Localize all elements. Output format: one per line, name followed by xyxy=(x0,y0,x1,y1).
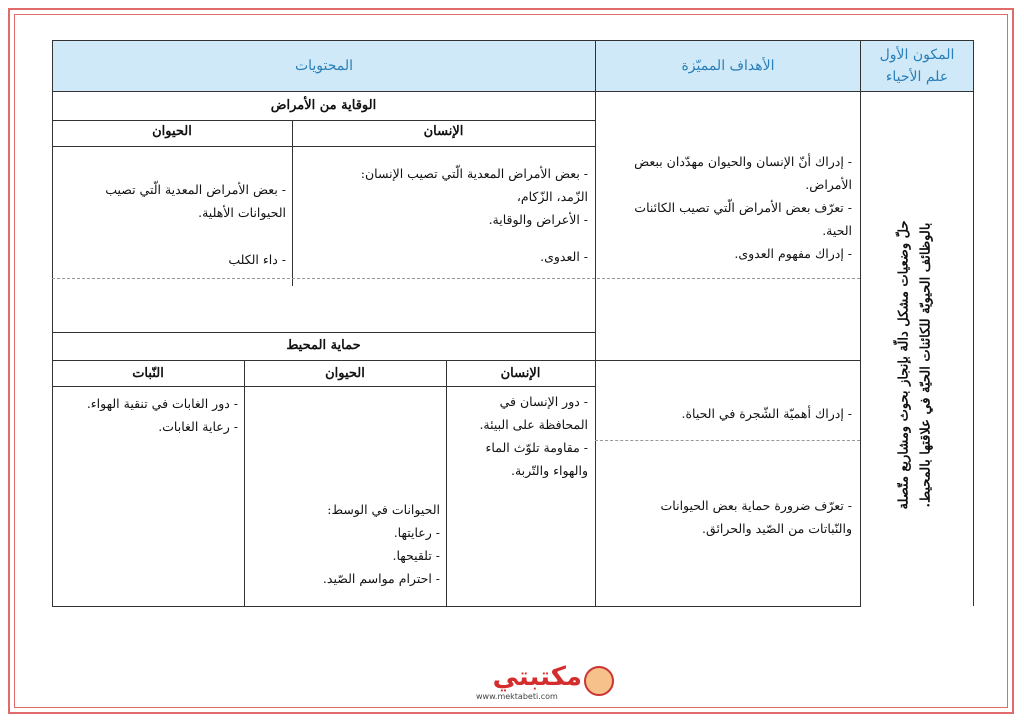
logo-text: مكتبتي xyxy=(492,662,582,692)
section1-header-divider xyxy=(52,146,595,147)
section1-animal-line: - بعض الأمراض المعدية الّتي تصيب xyxy=(105,182,286,197)
section2-human-line: - مقاومة تلوّث الماء xyxy=(485,440,588,455)
section1-objective-line: - تعرّف بعض الأمراض الّتي تصيب الكائنات xyxy=(634,200,852,215)
section1-col-animal: الحيوان xyxy=(152,124,192,139)
section1-animal-line: - داء الكلب xyxy=(228,252,286,267)
section2-col-divider-1 xyxy=(244,360,245,606)
section2-human-line: - دور الإنسان في xyxy=(499,394,588,409)
section2-animal-line: - احترام مواسم الصّيد. xyxy=(322,571,440,586)
section2-header-divider xyxy=(52,386,595,387)
mascot-icon xyxy=(584,666,614,696)
section2-plant-line: - رعاية الغابات. xyxy=(158,419,238,434)
header-contents xyxy=(52,40,596,92)
section2-col-human: الإنسان xyxy=(500,366,541,381)
section1-human-content xyxy=(300,162,588,268)
section2-objective-line: - تعرّف ضرورة حماية بعض الحيوانات xyxy=(660,498,852,513)
section2-top-border xyxy=(52,332,595,333)
section1-col-human: الإنسان xyxy=(423,124,464,139)
site-logo xyxy=(472,662,612,706)
section1-objective-line: الحية. xyxy=(822,223,852,238)
header-component xyxy=(860,40,974,92)
header-component-label: المكون الأول xyxy=(879,47,955,63)
section1-objectives xyxy=(604,150,852,265)
section1-title-divider xyxy=(52,120,595,121)
header-objectives xyxy=(595,40,861,92)
section2-col-animal: الحيوان xyxy=(325,366,365,381)
grid-bottom-border xyxy=(52,606,861,607)
header-contents-label: المحتويات xyxy=(294,58,354,74)
section2-animal-line: - تلقيحها. xyxy=(392,548,440,563)
section2-objectives-1 xyxy=(604,402,852,425)
section1-col-divider xyxy=(292,120,293,286)
section1-human-line: الزّمد، الزّكام، xyxy=(516,189,588,204)
section1-animal-line: الحيوانات الأهلية. xyxy=(198,205,286,220)
logo-url: www.mektabeti.com xyxy=(476,692,558,701)
header-component-sub: علم الأحياء xyxy=(885,69,949,85)
page-border-inner xyxy=(14,14,1008,708)
section1-human-line: - العدوى. xyxy=(540,249,588,264)
section1-human-line: - الأعراض والوقاية. xyxy=(488,212,588,227)
section2-human-line: المحافظة على البيئة. xyxy=(479,417,588,432)
section2-plant-line: - دور الغابات في تنقية الهواء. xyxy=(86,396,238,411)
section1-objective-line: - إدراك مفهوم العدوى. xyxy=(734,246,852,261)
grid-objectives-border xyxy=(595,92,596,606)
section2-objectives-2 xyxy=(604,494,852,540)
section1-objective-line: - إدراك أنّ الإنسان والحيوان مهدّدان ببعض xyxy=(634,154,852,169)
section2-plant-content xyxy=(58,392,238,438)
section2-col-plant: النّبات xyxy=(132,366,164,381)
section2-animal-content xyxy=(252,498,440,590)
section1-human-line: - بعض الأمراض المعدية الّتي تصيب الإنسان: xyxy=(360,166,588,181)
header-objectives-label: الأهداف المميّزة xyxy=(681,58,775,74)
section2-objective-line: والنّباتات من الصّيد والحرائق. xyxy=(702,521,852,536)
section2-animal-line: - رعايتها. xyxy=(393,525,440,540)
section1-objective-line: الأمراض. xyxy=(805,177,852,192)
section2-col-divider-2 xyxy=(446,360,447,606)
section1-title: الوقاية من الأمراض xyxy=(270,98,377,113)
section2-title: حماية المحيط xyxy=(286,338,361,353)
component-goal-line-1: حلّ وضعيات مشكل دالّة بإنجاز بحوث ومشاريع متّصلة xyxy=(897,220,912,510)
section2-animal-line: الحيوانات في الوسط: xyxy=(327,502,440,517)
section1-animal-content xyxy=(60,178,286,271)
section2-human-content xyxy=(452,390,588,482)
section2-objective-line: - إدراك أهميّة الشّجرة في الحياة. xyxy=(681,406,852,421)
section2-title-divider xyxy=(52,360,860,361)
grid-component-border xyxy=(860,92,861,606)
grid-right-border xyxy=(973,92,974,606)
section2-human-line: والهواء والتّربة. xyxy=(510,463,588,478)
section2-objective-dashed xyxy=(595,440,860,441)
section1-dashed-end xyxy=(52,278,860,279)
component-goal xyxy=(866,150,966,580)
component-goal-line-2: بالوظائف الحيويّة للكائنات الحيّة في علاقتها بالمحيط. xyxy=(919,222,934,508)
